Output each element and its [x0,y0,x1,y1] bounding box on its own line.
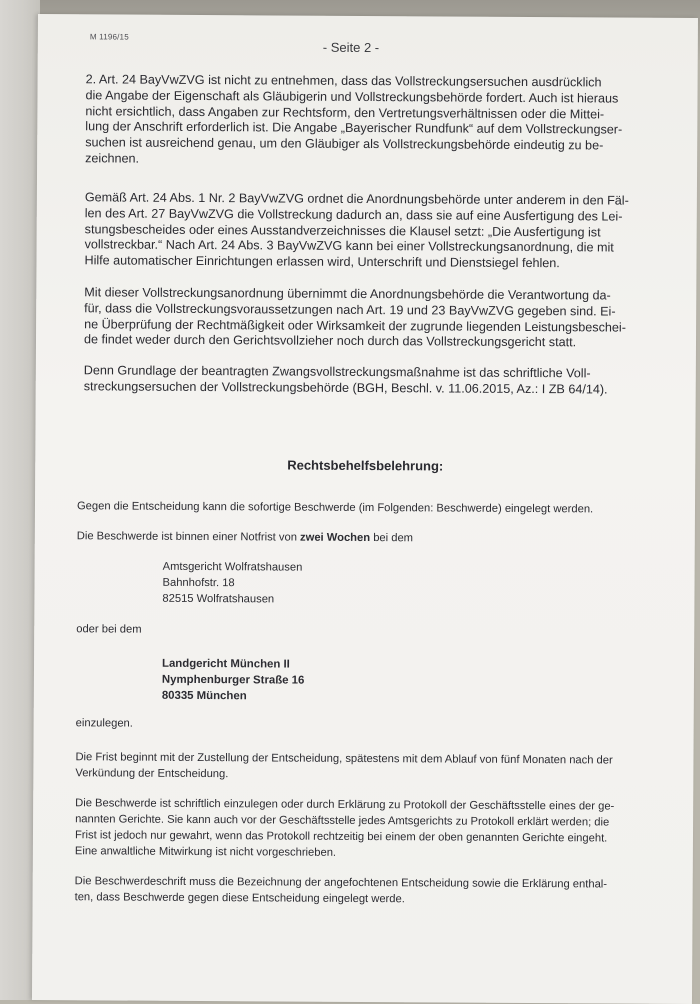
paragraph-2 [84,190,644,272]
text-line: nicht ersichtlich, dass Angaben zur Rechtsform, den Vertretungsverhältnissen oder die Mittei- [85,103,605,122]
text-line: vollstreckbar.“ Nach Art. 24 Abs. 3 BayVwZVG kann bei einer Vollstreckungsanordnung, die mit [84,237,614,255]
court-address-2 [162,656,305,705]
text-line: 2. Art. 24 BayVwZVG ist nicht zu entnehmen, dass das Vollstreckungsersuchen ausdrücklich [85,72,602,90]
text-line: Eine anwaltliche Mitwirkung ist nicht vorgeschrieben. [74,845,337,859]
text-line: Frist ist jedoch nur gewahrt, wenn das Protokoll rechtzeitig bei einem der oben genannten Gerichte eingeht. [74,829,608,845]
text-line: lung der Anschrift erforderlich ist. Die Angabe „Bayerischer Rundfunk“ auf dem Vollstreckungser- [85,119,623,137]
court-street: Bahnhofstr. 18 [162,576,235,590]
court-address-1 [162,559,302,608]
text-line: Mit dieser Vollstreckungsanordnung übernimmt die Anordnungsbehörde die Verantwortung da- [84,285,611,303]
text-line: zeichnen. [85,151,140,166]
text-line: nannten Gerichte. Sie kann auch vor der Geschäftsstelle jedes Amtsgerichts zu Protokoll erklärt werden; die [75,813,610,829]
text-line: len des Art. 27 BayVwZVG die Vollstreckung dadurch an, dass sie auf eine Ausfertigung des Lei- [84,206,623,224]
text-line: Die Beschwerdeschrift muss die Bezeichnung der angefochtenen Entscheidung sowie die Erklärung enthal- [74,875,608,891]
text-line: Die Beschwerde ist schriftlich einzulegen oder durch Erklärung zu Protokoll der Geschäftsstelle eines der ge- [75,797,615,813]
alternative-court-text: oder bei dem [76,623,142,636]
text-line: de findet weder durch den Gerichtsvollzieher noch durch das Vollstreckungsgericht statt. [83,332,577,350]
appeal-intro: Gegen die Entscheidung kann die sofortige Beschwerde (im Folgenden: Beschwerde) eingelegt werden. [76,500,594,516]
court-name: Landgericht München II [161,657,290,671]
text-line: stungsbescheides oder eines Ausstandverzeichnisses die Klausel setzt: „Die Ausfertigung ist [84,221,601,240]
text-line: Die Frist beginnt mit der Zustellung der Entscheidung, spätestens mit dem Ablauf von fünf Monaten nach der [75,751,613,767]
submit-text: einzulegen. [75,717,133,730]
text-line: die Angabe der Eigenschaft als Gläubigerin und Vollstreckungsbehörde fordert. Auch ist hieraus [85,88,619,106]
court-name: Amtsgericht Wolfratshausen [162,560,303,574]
section-heading: Rechtsbehelfsbelehrung: [287,457,444,474]
court-city: 80335 München [161,689,247,703]
paragraph-4 [84,363,644,398]
deadline-start-paragraph [75,749,665,785]
court-city: 82515 Wolfratshausen [162,592,275,606]
appeal-deadline [77,528,667,548]
court-street: Nymphenburger Straße 16 [161,673,305,687]
document-page [32,14,698,1004]
form-requirements-paragraph [75,795,665,863]
text-line: ten, dass Beschwerde gegen diese Entscheidung eingelegt werde. [74,891,405,906]
text-line: Denn Grundlage der beantragten Zwangsvollstreckungsmaßnahme ist das schriftliche Voll- [83,363,591,381]
deadline-text: bei dem [370,532,414,545]
text-line: suchen ist ausreichend genau, um den Gläubiger als Vollstreckungsbehörde eindeutig zu be- [85,135,604,153]
file-reference: M 1196/15 [89,32,129,42]
paragraph-1 [85,72,646,170]
paragraph-3 [84,285,644,352]
deadline-period: zwei Wochen [300,531,371,545]
content-requirements-paragraph [75,873,665,909]
text-line: Gemäß Art. 24 Abs. 1 Nr. 2 BayVwZVG ordnet die Anordnungsbehörde unter anderem in den Fäl- [84,190,629,208]
text-line: für, dass die Vollstreckungsvoraussetzungen nach Art. 19 und 23 BayVwZVG gegeben sind. Ei- [84,301,616,319]
page-number: - Seite 2 - [322,39,380,56]
deadline-text: Die Beschwerde ist binnen einer Notfrist von [76,530,301,544]
text-line: Hilfe automatischer Einrichtungen erlassen wird, Unterschrift und Dienstsiegel fehlen. [84,253,560,271]
text-line: ne Überprüfung der Rechtmäßigkeit oder Wirksamkeit der zugrunde liegenden Leistungsbeschei- [84,316,626,335]
text-line: Verkündung der Entscheidung. [75,767,229,781]
text-line: streckungsersuchen der Vollstreckungsbehörde (BGH, Beschl. v. 11.06.2015, Az.: I ZB 64/14). [83,379,608,397]
